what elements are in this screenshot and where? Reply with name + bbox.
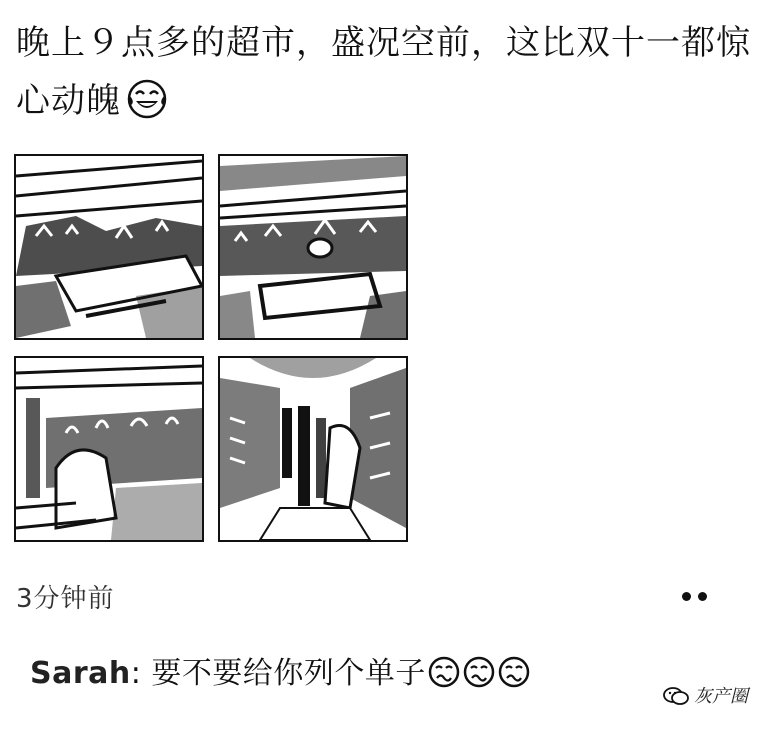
wechat-logo-icon [662, 685, 690, 707]
confused-face-icon [497, 655, 531, 689]
confused-face-icon [462, 655, 496, 689]
supermarket-photo-2[interactable] [218, 154, 408, 340]
confused-face-icon [427, 655, 461, 689]
laugh-cry-icon [125, 76, 169, 120]
post-text-block [16, 14, 756, 130]
comment-item[interactable] [30, 652, 531, 696]
photo-grid [14, 154, 408, 540]
post-timestamp: 3分钟前 [16, 584, 115, 614]
more-dot-icon [682, 592, 691, 601]
watermark-label: 灰产圈 [694, 686, 748, 707]
more-options-button[interactable] [676, 582, 716, 610]
supermarket-photo-1[interactable] [14, 154, 204, 340]
supermarket-photo-4[interactable] [218, 356, 408, 542]
comment-separator: : [130, 656, 152, 691]
watermark [662, 682, 748, 712]
comment-author[interactable]: Sarah [30, 656, 131, 691]
post-text: 晚上９点多的超市，盛况空前，这比双十一都惊心动魄 [16, 23, 751, 121]
more-dot-icon [698, 592, 707, 601]
supermarket-photo-3[interactable] [14, 356, 204, 542]
comment-text: 要不要给你列个单子 [151, 656, 426, 691]
